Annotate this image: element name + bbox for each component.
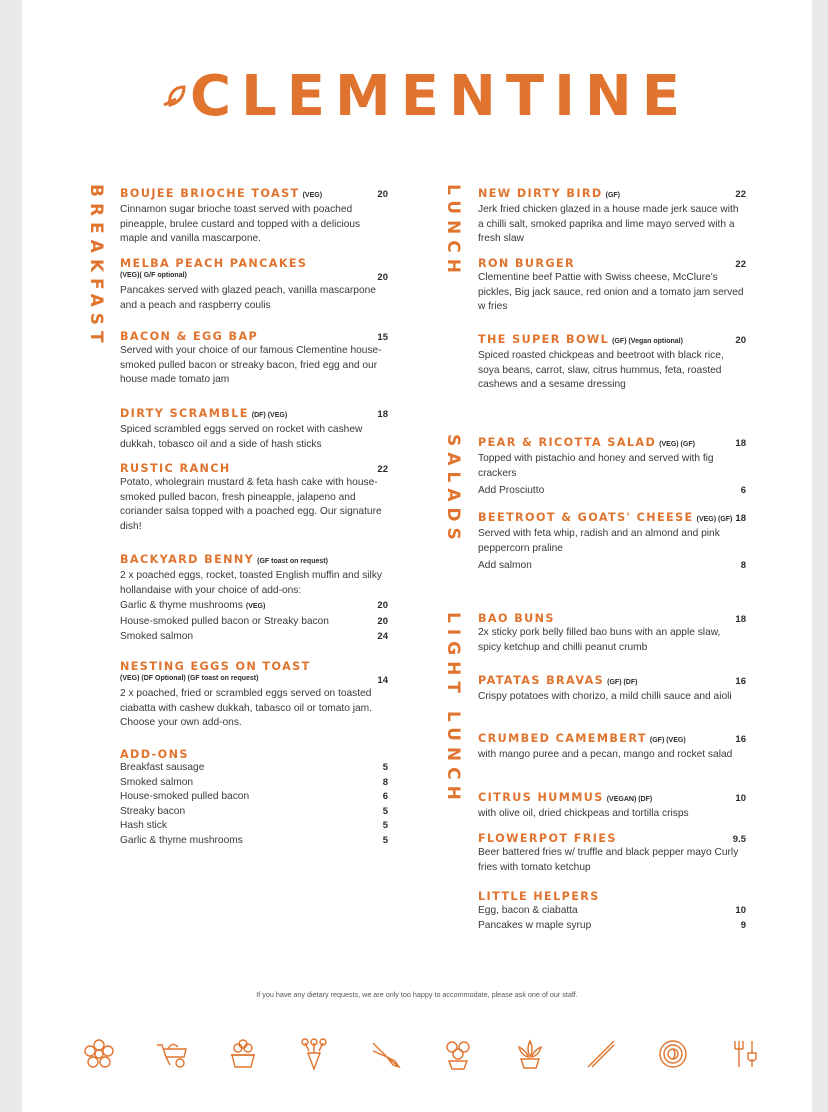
option-row [478, 918, 746, 933]
item-name: BAO BUNS [478, 612, 555, 625]
addon-label: House-smoked pulled bacon [120, 791, 250, 803]
option-label: Egg, bacon & ciabatta [478, 905, 578, 916]
item-description: with mango puree and a pecan, mango and rocket salad [478, 749, 733, 760]
option-row [478, 903, 746, 918]
item-price: 16 [735, 734, 746, 745]
flowers-icon [441, 1037, 475, 1071]
section-label-lunch: LUNCH [443, 184, 463, 279]
wheelbarrow-icon [154, 1037, 188, 1071]
item-tag: (GF) (DF) [607, 679, 638, 686]
item-price: 22 [377, 464, 388, 475]
item-tag: (VEG)( G/F optional) [120, 272, 187, 279]
item-description: 2 x poached, fried or scrambled eggs served on toasted ciabatta with cashew dukkah, tabasco oil or tomato jam. Choose your own add-ons. [120, 688, 372, 729]
item-price: 15 [377, 332, 388, 343]
item-tag: (GF toast on request) [257, 558, 328, 565]
item-price: 10 [735, 793, 746, 804]
addon-price: 5 [382, 805, 388, 817]
menu-item [478, 832, 768, 875]
section-label-breakfast: BREAKFAST [86, 184, 106, 349]
item-price: 18 [735, 614, 746, 625]
flower-icon [82, 1037, 116, 1071]
item-name: DIRTY SCRAMBLE [120, 407, 249, 420]
logo [162, 62, 702, 132]
item-price: 18 [377, 409, 388, 420]
item-tag: (VEG) (DF Optional) (GF toast on request) [120, 675, 259, 682]
item-tag: (VEG) [302, 192, 323, 199]
item-tag: (GF) [605, 192, 621, 199]
item-name: FLOWERPOT FRIES [478, 832, 617, 845]
footer-icons [82, 1034, 762, 1074]
option-row [120, 629, 388, 644]
potted-plant-icon [226, 1037, 260, 1071]
item-name: MELBA PEACH PANCAKES [120, 257, 308, 270]
item-price: 14 [377, 675, 388, 686]
extra-label: Add salmon [478, 560, 532, 572]
garden-shears-icon [584, 1037, 618, 1071]
item-name: PATATAS BRAVAS [478, 674, 605, 687]
menu-item [478, 508, 746, 573]
item-description: Served with feta whip, radish and an almond and pink peppercorn praline [478, 528, 720, 554]
extra-label: Add Prosciutto [478, 485, 545, 497]
extra-row [478, 483, 746, 498]
option-price: 9 [740, 920, 746, 931]
item-price: 16 [735, 676, 746, 687]
option-row [120, 614, 388, 629]
extra-price: 8 [740, 560, 746, 572]
item-name: THE SUPER BOWL [478, 333, 610, 346]
fork-spade-icon [728, 1037, 762, 1071]
item-name: BEETROOT & GOATS' CHEESE [478, 511, 694, 524]
menu-item [478, 729, 746, 763]
item-price: 18 [735, 513, 746, 524]
addon-label: Streaky bacon [120, 805, 186, 817]
option-label: House-smoked pulled bacon or Streaky bacon [120, 616, 329, 628]
rose-icon [656, 1037, 690, 1071]
extra-price: 6 [740, 485, 746, 497]
addon-price: 5 [382, 834, 388, 846]
addon-row [120, 776, 388, 791]
option-label: Pancakes w maple syrup [478, 920, 592, 931]
addon-row [120, 790, 388, 805]
brand-name: CLEMENTINE [190, 64, 691, 129]
item-name: NESTING EGGS ON TOAST [120, 660, 311, 673]
extra-row [478, 558, 746, 573]
item-description: Spiced roasted chickpeas and beetroot with black rice, soya beans, carrot, slaw, citrus hummus, feta, roasted cashews and a sesame dressing [478, 350, 724, 391]
menu-item [120, 257, 388, 313]
leaf-icon [162, 77, 188, 117]
item-description: Spiced scrambled eggs served on rocket with cashew dukkah, tobasco oil and a side of hash sticks [120, 424, 363, 450]
item-description: Crispy potatoes with chorizo, a mild chilli sauce and aioli [478, 691, 732, 702]
item-name: BACKYARD BENNY [120, 553, 255, 566]
option-price: 24 [377, 631, 388, 643]
addon-label: Garlic & thyme mushrooms [120, 834, 243, 846]
item-name: RON BURGER [478, 257, 576, 270]
item-tag: (DF) (VEG) [251, 412, 288, 419]
addon-price: 5 [382, 762, 388, 773]
option-tag: (VEG) [245, 603, 266, 611]
menu-item [120, 330, 388, 388]
item-name: BACON & EGG BAP [120, 330, 259, 343]
menu-item [120, 550, 388, 644]
addon-label: Hash stick [120, 820, 167, 832]
item-description: Pancakes served with glazed peach, vanilla mascarpone and a peach and raspberry coulis [120, 285, 376, 311]
menu-page [22, 0, 812, 1112]
item-description: Served with your choice of our famous Clementine house-smoked pulled bacon or streaky bacon, fried egg and our house made tomato jam [120, 345, 382, 386]
item-price: 20 [377, 189, 388, 200]
bouquet-icon [297, 1037, 331, 1071]
item-tag: (GF) (VEG) [649, 737, 686, 744]
item-description: Cinnamon sugar brioche toast served with poached pineapple, brulee custard and topped with a delicious maple and vanilla mascarpone. [120, 204, 361, 245]
section-label-salads: SALADS [443, 434, 463, 546]
succulent-icon [513, 1037, 547, 1071]
addon-price: 8 [382, 776, 388, 788]
menu-item [478, 330, 746, 393]
menu-item [478, 890, 746, 933]
addon-row [120, 805, 388, 820]
menu-item [478, 184, 746, 247]
addon-label: Breakfast sausage [120, 762, 205, 773]
item-tag: (VEGAN) (DF) [606, 796, 653, 803]
option-price: 20 [377, 600, 388, 612]
addon-price: 6 [382, 791, 388, 803]
item-name: BOUJEE BRIOCHE TOAST [120, 187, 300, 200]
menu-item [120, 462, 388, 534]
item-price: 9.5 [732, 834, 746, 845]
addon-label: Smoked salmon [120, 776, 194, 788]
menu-item [478, 612, 746, 655]
option-label: Garlic & thyme mushrooms [120, 600, 243, 612]
menu-item [478, 433, 746, 498]
menu-item [478, 788, 746, 822]
item-name: LITTLE HELPERS [478, 890, 600, 903]
breakfast-column [120, 184, 388, 864]
option-row [120, 598, 388, 614]
item-price: 20 [735, 335, 746, 346]
item-description: 2x sticky pork belly filled bao buns with an apple slaw, spicy ketchup and chilli peanut crumb [478, 627, 721, 653]
item-description: Topped with pistachio and honey and served with fig crackers [478, 453, 714, 479]
item-tag: (VEG) (GF) [659, 441, 695, 448]
item-description: with olive oil, dried chickpeas and tortilla crisps [478, 808, 689, 819]
menu-item [120, 404, 388, 452]
item-name: PEAR & RICOTTA SALAD [478, 436, 657, 449]
item-price: 20 [377, 272, 388, 283]
addon-row [120, 819, 388, 834]
item-description: Jerk fried chicken glazed in a house made jerk sauce with a chilli salt, smoked paprika and lime mayo served with a fresh slaw [478, 204, 739, 245]
item-price: 18 [735, 438, 746, 449]
option-label: Smoked salmon [120, 631, 194, 643]
right-column [478, 184, 746, 944]
option-price: 20 [377, 616, 388, 628]
item-name: RUSTIC RANCH [120, 462, 231, 475]
menu-item [120, 660, 388, 731]
section-label-light-lunch: LIGHT LUNCH [443, 612, 463, 806]
item-description: Potato, wholegrain mustard & feta hash cake with house-smoked pulled bacon, fresh pineapple, jalapeno and coriander salsa topped with a poached egg. Our signature dish! [120, 477, 382, 532]
addon-price: 5 [382, 820, 388, 832]
addons-block [120, 748, 388, 849]
item-description: Clementine beef Pattie with Swiss cheese, McClure's pickles, Big jack sauce, red onion and a tomato jam served w fries [478, 272, 744, 313]
dietary-footnote: If you have any dietary requests, we are only too happy to accommodate, please ask one of our staff. [256, 990, 578, 999]
pruning-shears-icon [369, 1037, 403, 1071]
item-price: 22 [735, 259, 746, 270]
item-tag: (VEG) (GF) [696, 516, 733, 523]
item-name: CITRUS HUMMUS [478, 791, 604, 804]
item-description: 2 x poached eggs, rocket, toasted English muffin and silky hollandaise with your choice of add-ons: [120, 570, 383, 596]
menu-item [478, 671, 746, 705]
addon-row [120, 834, 388, 849]
option-price: 10 [735, 905, 746, 916]
addon-row [120, 761, 388, 776]
item-name: NEW DIRTY BIRD [478, 187, 603, 200]
menu-item [120, 184, 388, 247]
item-description: Beer battered fries w/ truffle and black pepper mayo Curly fries with tomato ketchup [478, 847, 739, 873]
item-tag: (GF) (Vegan optional) [612, 338, 683, 345]
addons-title: ADD-ONS [120, 748, 189, 761]
item-name: CRUMBED CAMEMBERT [478, 732, 647, 745]
menu-item [478, 257, 746, 315]
item-price: 22 [735, 189, 746, 200]
